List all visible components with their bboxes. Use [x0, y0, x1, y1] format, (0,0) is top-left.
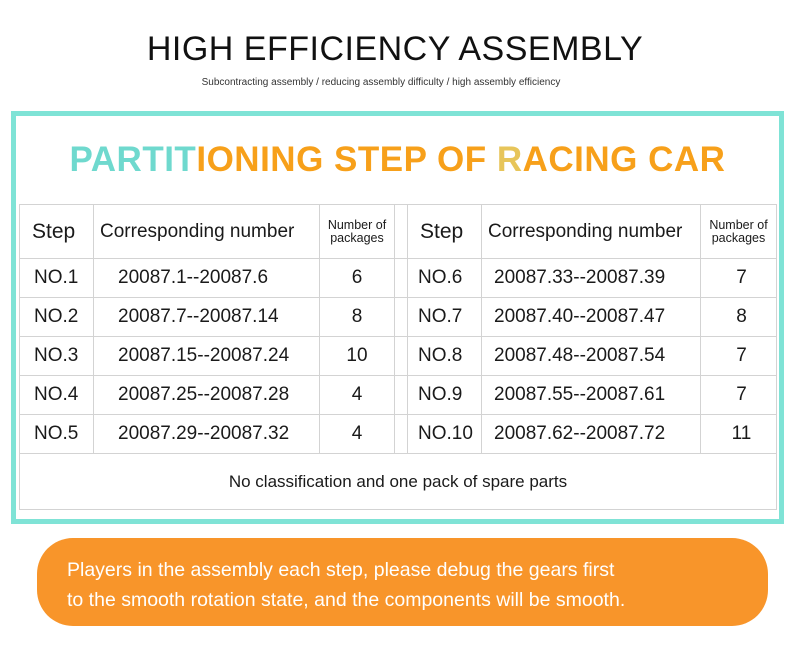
- range-cell: 20087.7--20087.14: [94, 298, 320, 337]
- range-cell: 20087.15--20087.24: [94, 337, 320, 376]
- packages-cell: 4: [320, 376, 395, 415]
- header-packages: Number of packages: [701, 205, 777, 259]
- packages-cell: 4: [320, 415, 395, 454]
- packages-cell: 8: [320, 298, 395, 337]
- range-cell: 20087.25--20087.28: [94, 376, 320, 415]
- header-step: Step: [20, 205, 94, 259]
- packages-cell: 6: [320, 259, 395, 298]
- range-cell: 20087.33--20087.39: [482, 259, 701, 298]
- spare-parts-note: No classification and one pack of spare parts: [20, 454, 777, 510]
- column-divider: [395, 259, 408, 298]
- step-cell: NO.5: [20, 415, 94, 454]
- step-cell: NO.4: [20, 376, 94, 415]
- step-cell: NO.1: [20, 259, 94, 298]
- step-cell: NO.7: [408, 298, 482, 337]
- range-cell: 20087.62--20087.72: [482, 415, 701, 454]
- step-cell: NO.2: [20, 298, 94, 337]
- column-divider: [395, 298, 408, 337]
- column-divider: [395, 205, 408, 259]
- assembly-notice: [37, 538, 768, 626]
- packages-cell: 8: [701, 298, 777, 337]
- notice-line-2: to the smooth rotation state, and the components will be smooth.: [67, 589, 626, 611]
- table-row: [20, 415, 777, 454]
- range-cell: 20087.48--20087.54: [482, 337, 701, 376]
- step-cell: NO.6: [408, 259, 482, 298]
- parts-frame: [11, 111, 784, 524]
- parts-table: [19, 204, 777, 510]
- range-cell: 20087.55--20087.61: [482, 376, 701, 415]
- range-cell: 20087.29--20087.32: [94, 415, 320, 454]
- step-cell: NO.3: [20, 337, 94, 376]
- table-row: [20, 337, 777, 376]
- step-cell: NO.10: [408, 415, 482, 454]
- notice-line-1: Players in the assembly each step, please debug the gears first: [67, 559, 615, 581]
- table-footer-row: [20, 454, 777, 510]
- step-cell: NO.9: [408, 376, 482, 415]
- header-corresponding: Corresponding number: [482, 205, 701, 259]
- packages-cell: 7: [701, 376, 777, 415]
- column-divider: [395, 415, 408, 454]
- table-row: [20, 259, 777, 298]
- page-subtitle: Subcontracting assembly / reducing assembly difficulty / high assembly efficiency: [201, 77, 561, 88]
- range-cell: 20087.40--20087.47: [482, 298, 701, 337]
- table-row: [20, 376, 777, 415]
- step-cell: NO.8: [408, 337, 482, 376]
- column-divider: [395, 337, 408, 376]
- header-step: Step: [408, 205, 482, 259]
- range-cell: 20087.1--20087.6: [94, 259, 320, 298]
- table-header-row: [20, 205, 777, 259]
- column-divider: [395, 376, 408, 415]
- packages-cell: 10: [320, 337, 395, 376]
- table-row: [20, 298, 777, 337]
- header-corresponding: Corresponding number: [94, 205, 320, 259]
- header-packages: Number of packages: [320, 205, 395, 259]
- packages-cell: 7: [701, 259, 777, 298]
- page-title: HIGH EFFICIENCY ASSEMBLY: [146, 30, 644, 68]
- packages-cell: 11: [701, 415, 777, 454]
- banner-title: PARTITIONING STEP OF RACING CAR: [69, 140, 726, 179]
- packages-cell: 7: [701, 337, 777, 376]
